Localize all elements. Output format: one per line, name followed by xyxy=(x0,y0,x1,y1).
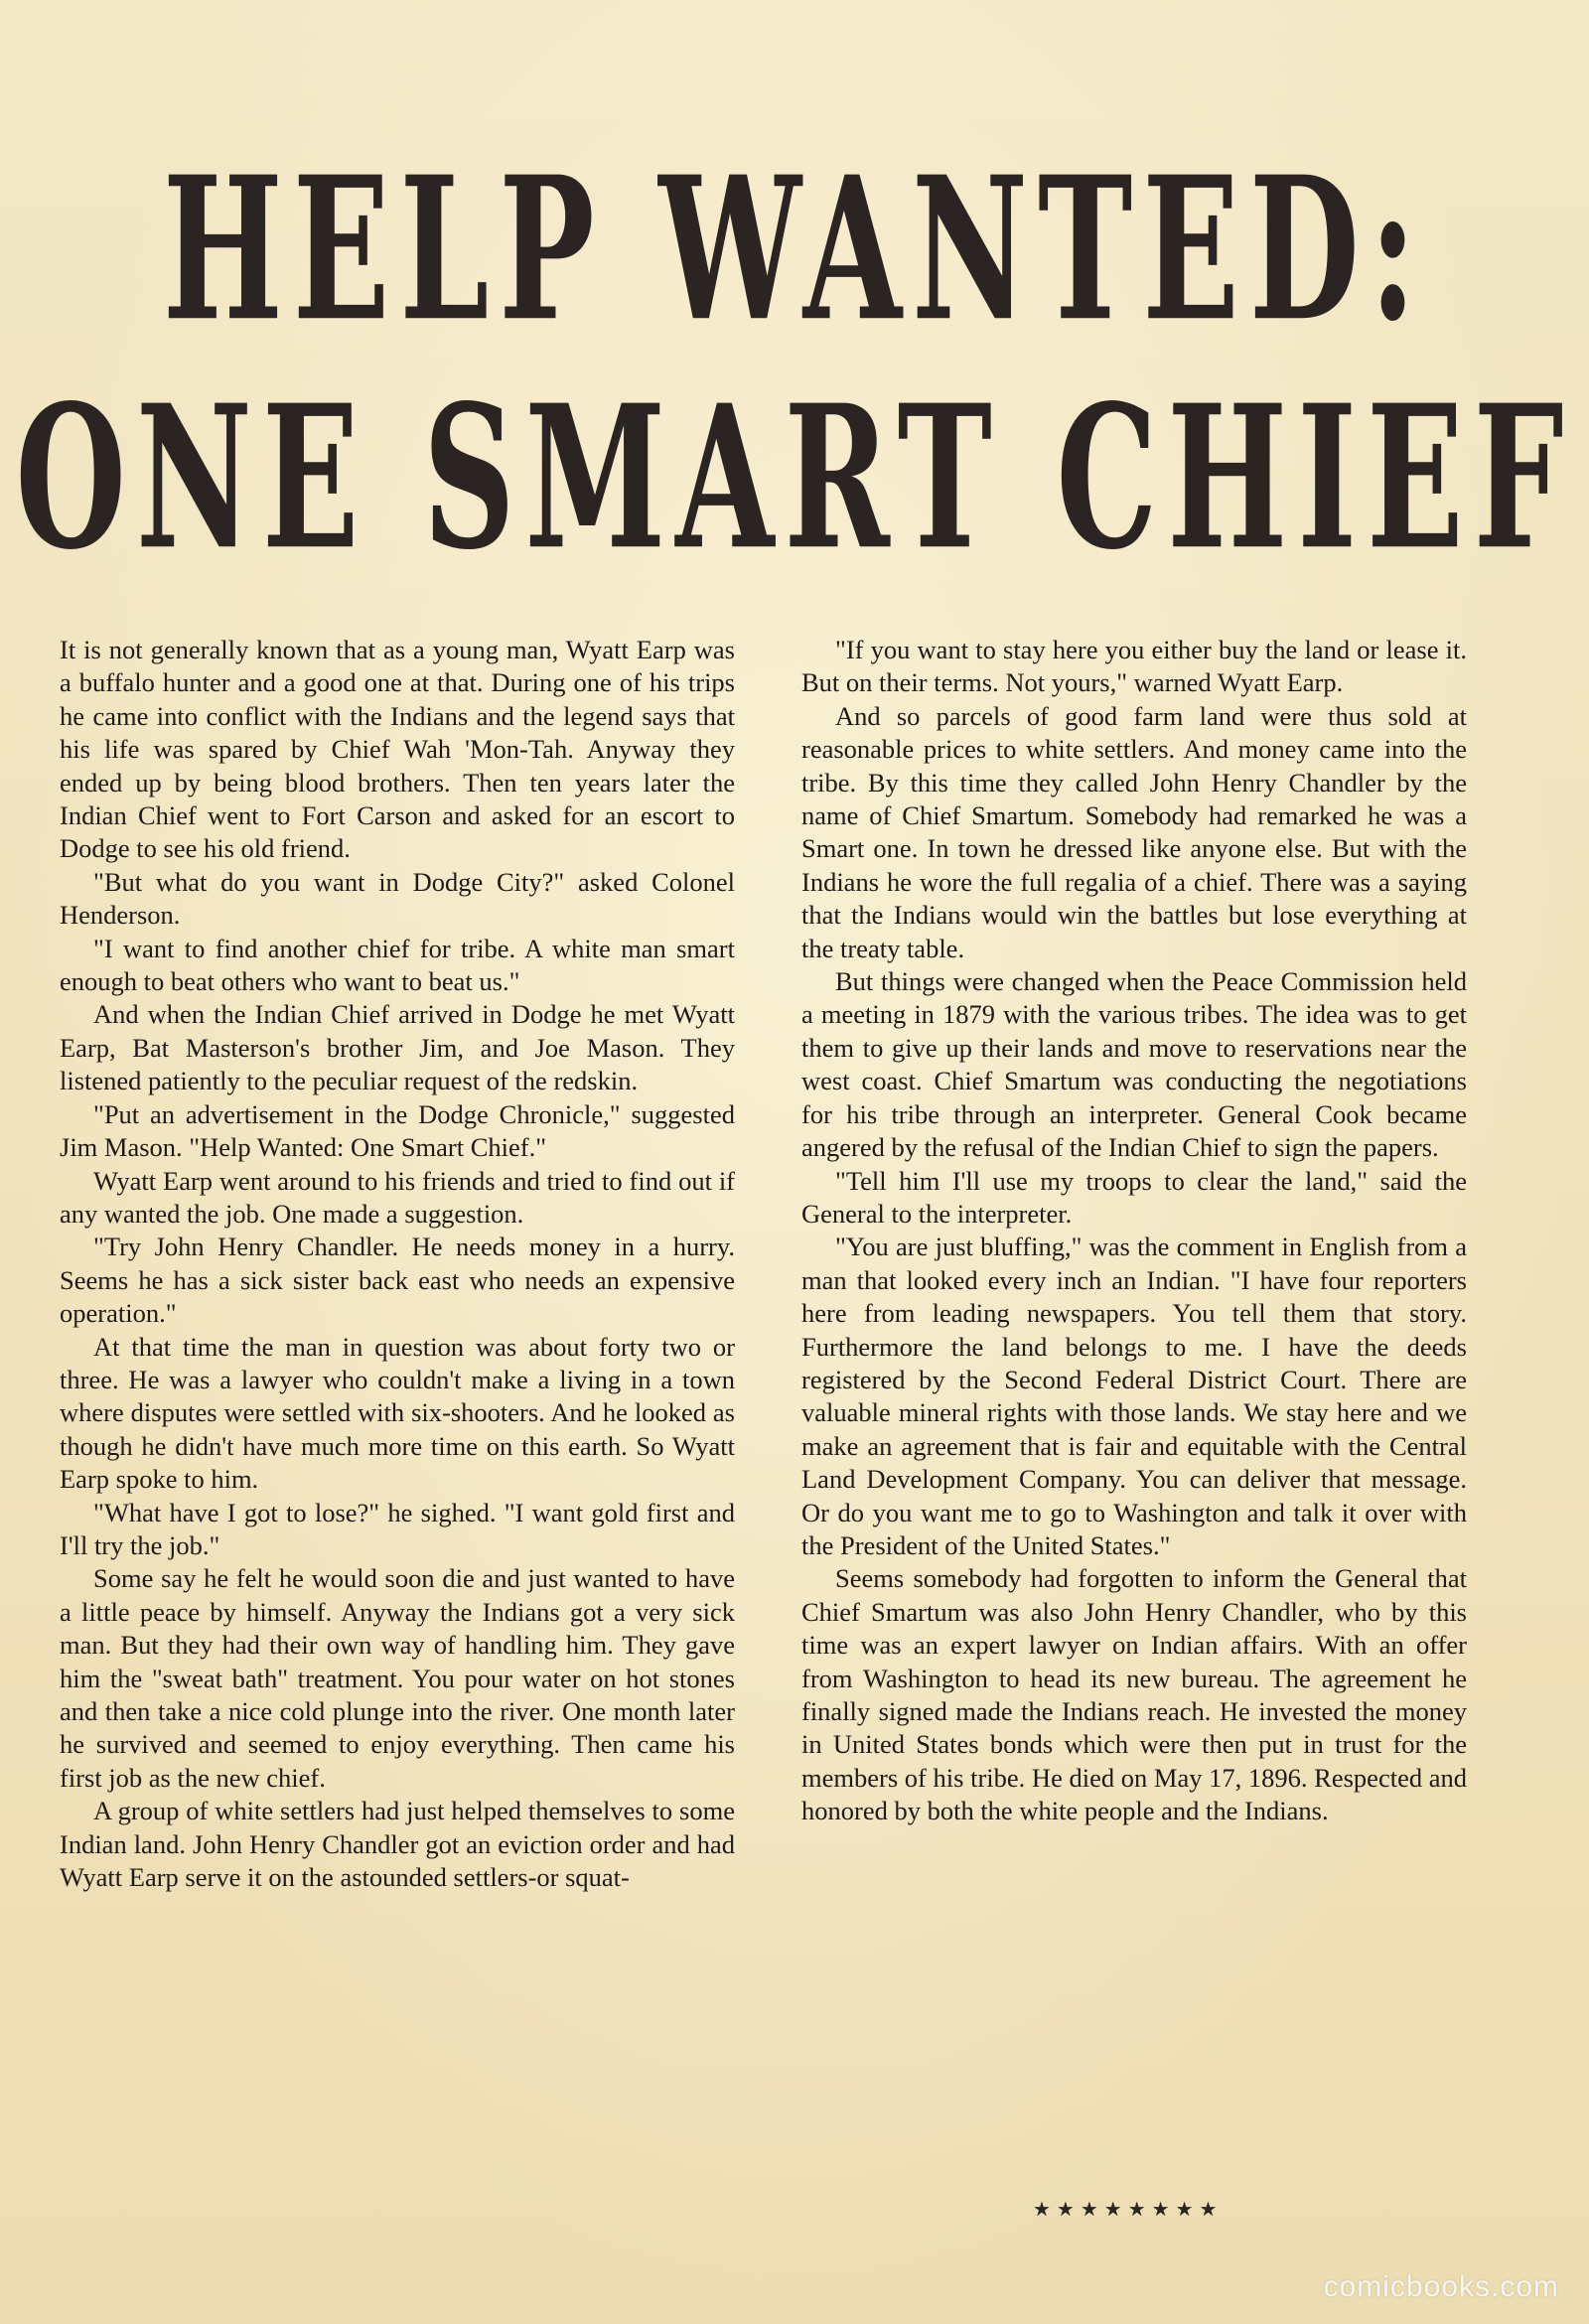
paragraph: And when the Indian Chief arrived in Dodge he met Wyatt Earp, Bat Masterson's brother Jim, and Joe Mason. They listened patiently to the peculiar request of the redskin. xyxy=(60,999,735,1096)
paragraph: "But what do you want in Dodge City?" asked Colonel Henderson. xyxy=(60,866,735,931)
headline-line-2: ONE SMART CHIEF xyxy=(15,363,1574,595)
paragraph: Some say he felt he would soon die and just wanted to have a little peace by himself. Anyway the Indians got a very sick man. But they had their own way of handling him. They gave him the "sweat bath" treatment. You pour water on hot stones and then take a nice cold plunge into the river. One month later he survived and seemed to enjoy everything. Then came his first job as the new chief. xyxy=(60,1563,735,1793)
article-column-right xyxy=(801,634,1467,1828)
paragraph: Seems somebody had forgotten to inform the General that Chief Smartum was also John Henry Chandler, who by this time was an expert lawyer on Indian affairs. With an offer from Washington to head its new bureau. The agreement he finally signed made the Indians reach. He invested the money in United States bonds which were then put in trust for the members of his tribe. He died on May 17, 1896. Respected and honored by both the white people and the Indians. xyxy=(801,1563,1467,1826)
paragraph: "I want to find another chief for tribe. A white man smart enough to beat others who want to beat us." xyxy=(60,933,735,997)
paragraph: "If you want to stay here you either buy the land or lease it. But on their terms. Not yours," warned Wyatt Earp. xyxy=(801,635,1467,698)
paragraph: But things were changed when the Peace Commission held a meeting in 1879 with the various tribes. The idea was to get them to give up their lands and move to reservations near the west coast. Chief Smartum was conducting the negotiations for his tribe through an interpreter. General Cook became angered by the refusal of the Indian Chief to sign the papers. xyxy=(801,966,1467,1163)
paragraph: And so parcels of good farm land were thus sold at reasonable prices to white settlers. And money came into the tribe. By this time they called John Henry Chandler by the name of Chief Smartum. Somebody had remarked he was a Smart one. In town he dressed like anyone else. But with the Indians he wore the full regalia of a chief. There was a saying that the Indians would win the battles but lose everything at the treaty table. xyxy=(801,700,1467,963)
paragraph: At that time the man in question was about forty two or three. He was a lawyer who couldn't make a living in a town where disputes were settled with six-shooters. And he looked as though he didn't have much more time on this earth. So Wyatt Earp spoke to him. xyxy=(60,1331,735,1495)
paragraph: It is not generally known that as a young man, Wyatt Earp was a buffalo hunter and a good one at that. During one of his trips he came into conflict with the Indians and the legend says that his life was spared by Chief Wah 'Mon-Tah. Anyway they ended up by being blood brothers. Then ten years later the Indian Chief went to Fort Carson and asked for an escort to Dodge to see his old friend. xyxy=(60,635,735,864)
paragraph: "You are just bluffing," was the comment in English from a man that looked every inch an Indian. "I have four reporters here from leading newspapers. You tell them that story. Furthermore the land belongs to me. I have the deeds registered by the Second Federal District Court. There are valuable mineral rights with those lands. We stay here and we make an agreement that is fair and equitable with the Central Land Development Company. You can deliver that message. Or do you want me to go to Washington and talk it over with the President of the United States." xyxy=(801,1232,1467,1560)
paragraph: Wyatt Earp went around to his friends and tried to find out if any wanted the job. One made a suggestion. xyxy=(60,1165,735,1229)
paragraph: "Tell him I'll use my troops to clear the land," said the General to the interpreter. xyxy=(801,1165,1467,1229)
paragraph: "Put an advertisement in the Dodge Chronicle," suggested Jim Mason. "Help Wanted: One Smart Chief." xyxy=(60,1098,735,1163)
paragraph: "What have I got to lose?" he sighed. "I want gold first and I'll try the job." xyxy=(60,1497,735,1560)
headline-line-1: HELP WANTED: xyxy=(162,134,1427,366)
article-column-left xyxy=(60,634,735,1894)
paragraph: A group of white settlers had just helped themselves to some Indian land. John Henry Chandler got an eviction order and had Wyatt Earp serve it on the astounded settlers-or squat- xyxy=(60,1796,735,1893)
paragraph: "Try John Henry Chandler. He needs money in a hurry. Seems he has a sick sister back east who needs an expensive operation." xyxy=(60,1232,735,1329)
star-ornament: ★★★★★★★★ xyxy=(1033,2197,1224,2221)
watermark: comicbooks.com xyxy=(1323,2270,1559,2303)
